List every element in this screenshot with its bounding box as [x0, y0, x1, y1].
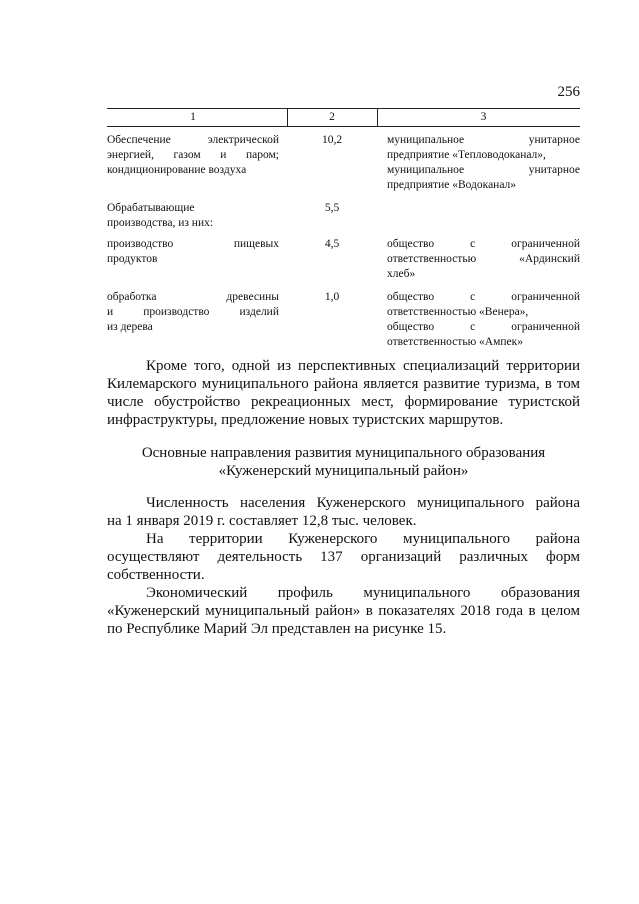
table-header	[107, 108, 580, 127]
cell-line: предприятие «Тепловодоканал»,	[387, 149, 546, 161]
header-col-2: 2	[329, 111, 335, 123]
text-line: Экономический профиль муниципального образования	[146, 585, 580, 601]
heading-line: «Куженерский муниципальный район»	[218, 463, 469, 479]
cell-line: продуктов	[107, 253, 158, 265]
row-enterprises	[387, 290, 580, 350]
cell-line: Обрабатывающие	[107, 202, 195, 214]
text-line: собственности.	[107, 567, 205, 583]
table-row	[107, 290, 580, 352]
header-col-1: 1	[190, 111, 196, 123]
cell-line: общество с ограниченной	[387, 238, 580, 250]
cell-line: из дерева	[107, 321, 153, 333]
text-line: Численность населения Куженерского муниципального района	[146, 495, 580, 511]
cell-line: муниципальное унитарное	[387, 134, 580, 146]
text-line: Килемарского муниципального района является развитие туризма, в том	[107, 376, 580, 392]
cell-line: муниципальное унитарное	[387, 164, 580, 176]
row-activity	[107, 201, 279, 231]
row-enterprises	[387, 237, 580, 282]
header-col-3: 3	[480, 111, 487, 123]
cell-line: энергией, газом и паром;	[107, 149, 279, 161]
cell-line: кондиционирование воздуха	[107, 164, 247, 176]
paragraph-tourism	[107, 357, 580, 429]
text-line: числе обустройство рекреационных мест, формирование туристской	[107, 394, 580, 410]
cell-line: и производство изделий	[107, 306, 279, 318]
page-number: 256	[557, 84, 580, 100]
row-value: 5,5	[324, 202, 340, 214]
text-line: На территории Куженерского муниципального района	[146, 531, 580, 547]
cell-line: общество с ограниченной	[387, 321, 580, 333]
row-value: 4,5	[324, 238, 340, 250]
cell-line: ответственностью «Ампек»	[387, 336, 523, 348]
table-row	[107, 201, 580, 237]
text-line: Кроме того, одной из перспективных специализаций территории	[146, 358, 580, 374]
cell-line: обработка древесины	[107, 291, 279, 303]
cell-line: ответственностью «Ардинский	[387, 253, 580, 265]
section-heading	[107, 444, 580, 480]
text-line: «Куженерский муниципальный район» в показателях 2018 года в целом	[107, 603, 580, 619]
table-row	[107, 237, 580, 290]
table	[107, 108, 580, 352]
cell-line: производства, из них:	[107, 217, 214, 229]
text-line: осуществляют деятельность 137 организаций различных форм	[107, 549, 580, 565]
table-row	[107, 133, 580, 201]
paragraph-population	[107, 494, 580, 638]
cell-line: хлеб»	[387, 268, 416, 280]
row-value: 1,0	[324, 291, 340, 303]
cell-line: производство пищевых	[107, 238, 279, 250]
row-value: 10,2	[321, 134, 343, 146]
cell-line: Обеспечение электрической	[107, 134, 279, 146]
text-line: по Республике Марий Эл представлен на рисунке 15.	[107, 621, 447, 637]
heading-line: Основные направления развития муниципального образования	[141, 445, 546, 461]
text-line: на 1 января 2019 г. составляет 12,8 тыс. человек.	[107, 513, 417, 529]
row-activity	[107, 290, 279, 335]
row-activity	[107, 237, 279, 267]
row-enterprises	[387, 133, 580, 193]
text-line: инфраструктуры, предложение новых туристских маршрутов.	[107, 412, 504, 428]
row-activity	[107, 133, 279, 178]
cell-line: предприятие «Водоканал»	[387, 179, 517, 191]
cell-line: общество с ограниченной	[387, 291, 580, 303]
cell-line: ответственностью «Венера»,	[387, 306, 529, 318]
